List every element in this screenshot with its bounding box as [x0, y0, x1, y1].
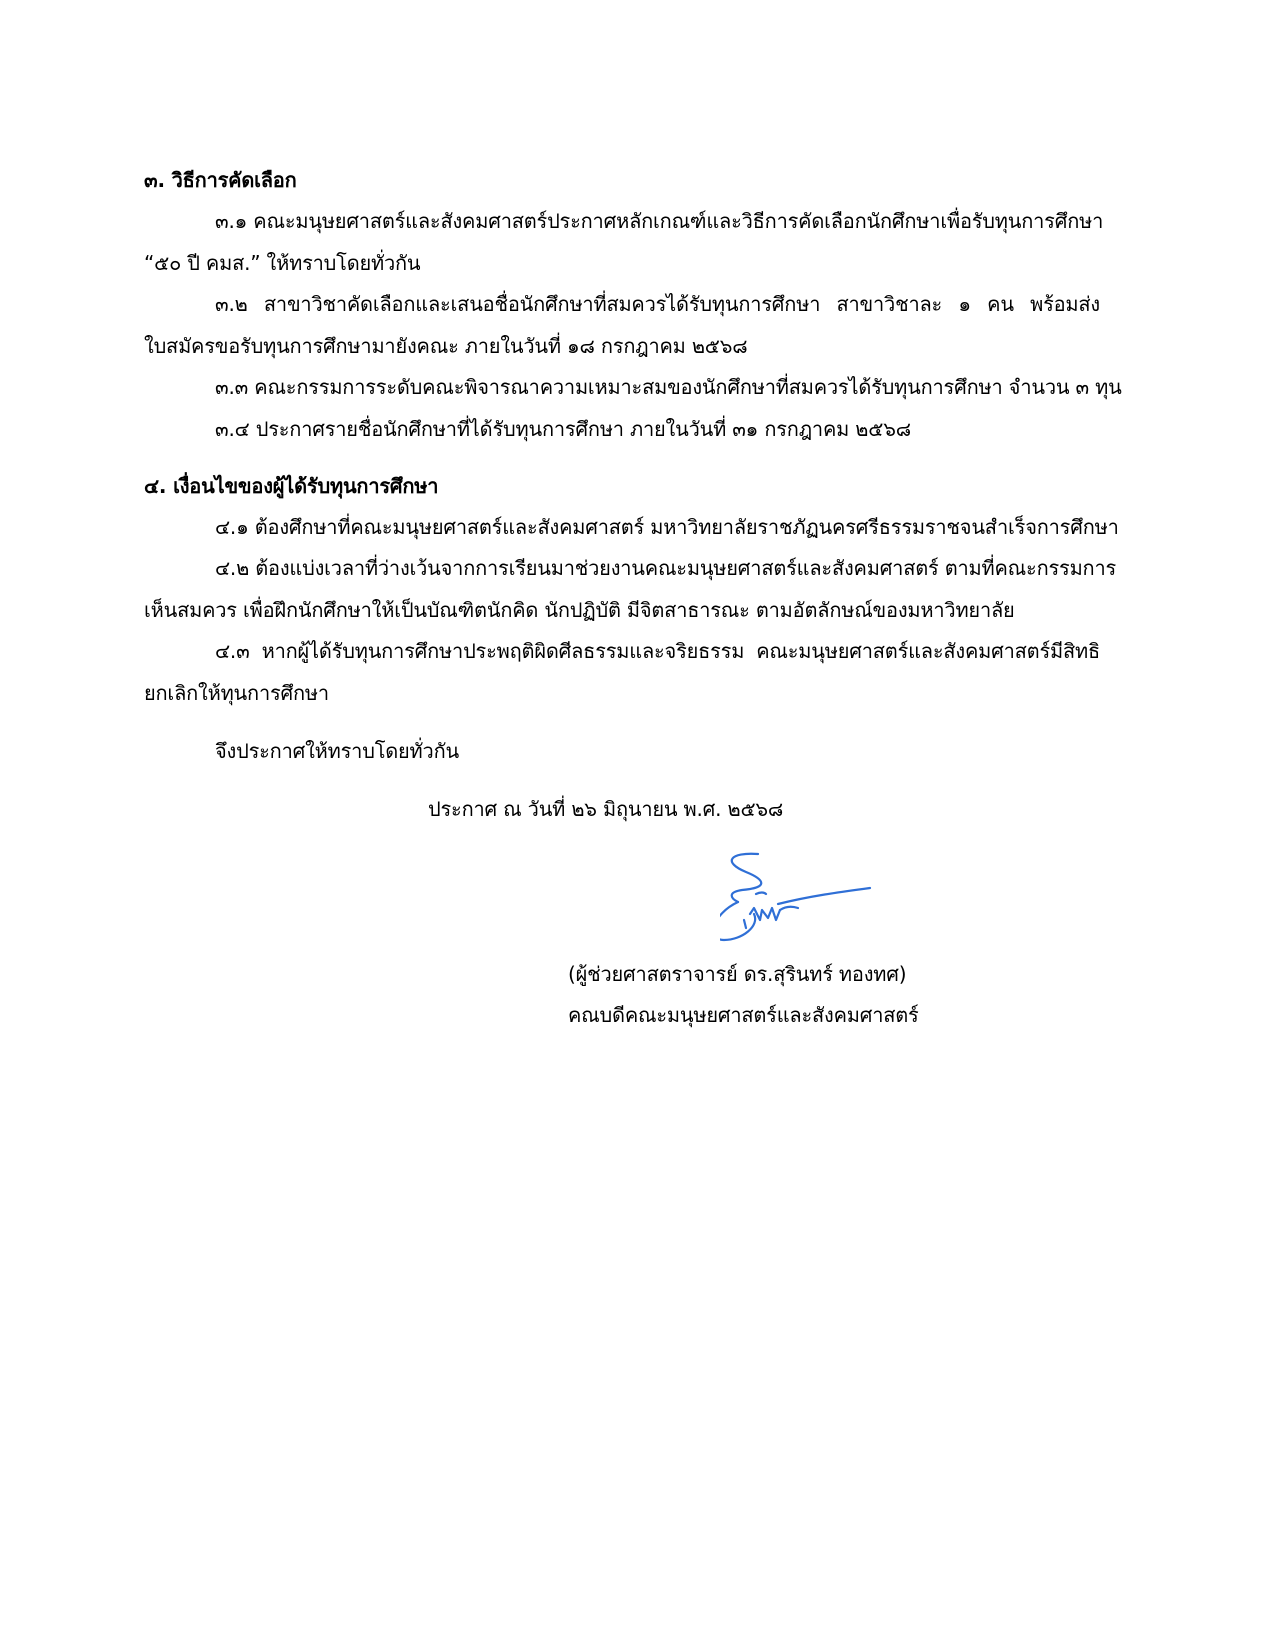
closing-statement: จึงประกาศให้ทราบโดยทั่วกัน — [215, 739, 459, 763]
signature-image — [720, 848, 920, 976]
item-4-2-line-2: เห็นสมควร เพื่อฝึกนักศึกษาให้เป็นบัณฑิตนักคิด นักปฏิบัติ มีจิตสาธารณะ ตามอัตลักษณ์ของมหาวิทยาลัย — [144, 598, 1015, 622]
section-3-heading: ๓. วิธีการคัดเลือก — [144, 168, 297, 192]
item-3-2-line-1: ๓.๒ สาขาวิชาคัดเลือกและเสนอชื่อนักศึกษาที่สมควรได้รับทุนการศึกษา สาขาวิชาละ ๑ คน พร้อมส่ง — [215, 292, 1100, 316]
item-3-2-line-2: ใบสมัครขอรับทุนการศึกษามายังคณะ ภายในวันที่ ๑๘ กรกฎาคม ๒๕๖๘ — [144, 334, 748, 358]
announcement-date: ประกาศ ณ วันที่ ๒๖ มิถุนายน พ.ศ. ๒๕๖๘ — [428, 797, 784, 821]
item-4-1: ๔.๑ ต้องศึกษาที่คณะมนุษยศาสตร์และสังคมศาสตร์ มหาวิทยาลัยราชภัฏนครศรีธรรมราชจนสำเร็จการศึกษา — [215, 515, 1119, 539]
item-4-2-line-1: ๔.๒ ต้องแบ่งเวลาที่ว่างเว้นจากการเรียนมาช่วยงานคณะมนุษยศาสตร์และสังคมศาสตร์ ตามที่คณะกรรมการ — [215, 556, 1117, 580]
signatory-position: คณบดีคณะมนุษยศาสตร์และสังคมศาสตร์ — [568, 1003, 919, 1027]
section-4-heading: ๔. เงื่อนไขของผู้ได้รับทุนการศึกษา — [144, 474, 439, 498]
signatory-name: (ผู้ช่วยศาสตราจารย์ ดร.สุรินทร์ ทองทศ) — [568, 962, 907, 986]
item-4-3-line-1: ๔.๓ หากผู้ได้รับทุนการศึกษาประพฤติผิดศีลธรรมและจริยธรรม คณะมนุษยศาสตร์และสังคมศาสตร์มีสิทธิ — [215, 639, 1100, 663]
item-4-3-line-2: ยกเลิกให้ทุนการศึกษา — [144, 681, 329, 705]
item-3-3: ๓.๓ คณะกรรมการระดับคณะพิจารณาความเหมาะสมของนักศึกษาที่สมควรได้รับทุนการศึกษา จำนวน ๓ ทุน — [215, 375, 1122, 399]
item-3-1-line-1: ๓.๑ คณะมนุษยศาสตร์และสังคมศาสตร์ประกาศหลักเกณฑ์และวิธีการคัดเลือกนักศึกษาเพื่อรับทุนการศึกษา — [215, 209, 1104, 233]
item-3-1-line-2: “๕๐ ปี คมส.” ให้ทราบโดยทั่วกัน — [144, 251, 421, 275]
item-3-4: ๓.๔ ประกาศรายชื่อนักศึกษาที่ได้รับทุนการศึกษา ภายในวันที่ ๓๑ กรกฎาคม ๒๕๖๘ — [215, 417, 911, 441]
